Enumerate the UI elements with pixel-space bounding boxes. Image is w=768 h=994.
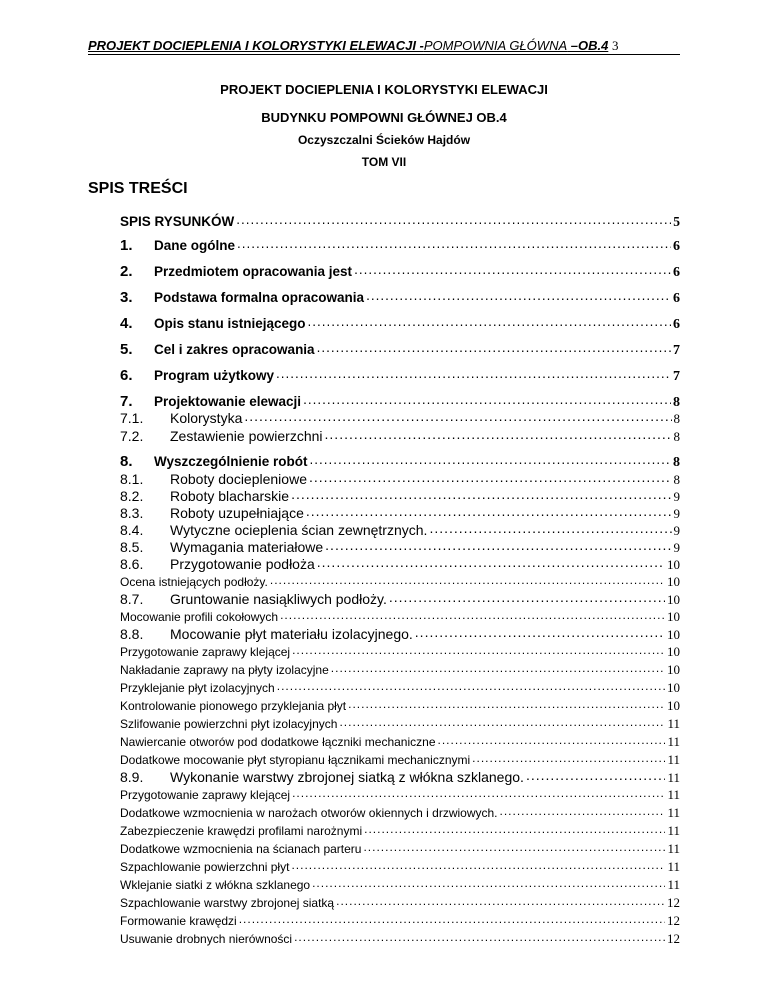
toc-entry[interactable]: 8.5. Wymagania materiałowe ..... 9 <box>120 538 680 556</box>
header-title: PROJEKT DOCIEPLENIA I KOLORYSTYKI ELEWACJI - <box>88 38 424 53</box>
toc-entry[interactable]: Wklejanie siatki z włókna szklanego ..... 11 <box>120 877 680 893</box>
toc-entry[interactable]: 7. Projektowanie elewacji ..... 8 <box>120 392 680 411</box>
toc-entry[interactable]: Dodatkowe wzmocnienia w narożach otworów okiennych i drzwiowych. ..... 11 <box>120 805 680 821</box>
doc-title-1: PROJEKT DOCIEPLENIA I KOLORYSTYKI ELEWACJI <box>220 82 548 97</box>
toc-entry[interactable]: 3. Podstawa formalna opracowania ..... 6 <box>120 288 680 307</box>
toc-entry[interactable]: Dodatkowe mocowanie płyt styropianu łącznikami mechanicznymi ..... 11 <box>120 752 680 768</box>
toc-entry[interactable]: Formowanie krawędzi ..... 12 <box>120 913 680 929</box>
doc-title-3: Oczyszczalni Ścieków Hajdów <box>297 133 471 147</box>
toc-entry[interactable]: Mocowanie profili cokołowych ..... 10 <box>120 609 680 625</box>
header-subtitle: POMPOWNIA GŁÓWNA <box>423 38 568 53</box>
doc-title-4: TOM VII <box>361 155 407 169</box>
toc-entry[interactable]: 1. Dane ogólne ..... 6 <box>120 236 680 255</box>
toc-entry[interactable]: Zabezpieczenie krawędzi profilami narożnymi ..... 11 <box>120 823 680 839</box>
toc-entry[interactable]: 8.3. Roboty uzupełniające ..... 9 <box>120 504 680 522</box>
toc-entry[interactable]: 8.1. Roboty dociepleniowe ..... 8 <box>120 470 680 488</box>
toc-entry[interactable]: 8. Wyszczególnienie robót ..... 8 <box>120 452 680 471</box>
header-object: –OB.4 <box>567 38 609 53</box>
toc-entry[interactable]: Usuwanie drobnych nierówności ..... 12 <box>120 931 680 947</box>
toc-entry[interactable]: Szpachlowanie warstwy zbrojonej siatką ..... 12 <box>120 895 680 911</box>
toc-entry[interactable]: 7.1. Kolorystyka ..... 8 <box>120 409 680 427</box>
toc-entry[interactable]: Dodatkowe wzmocnienia na ścianach parteru ..... 11 <box>120 841 680 857</box>
toc-entry[interactable]: Przygotowanie zaprawy klejącej ..... 11 <box>120 787 680 803</box>
page-number: 3 <box>611 38 619 53</box>
toc-entry[interactable]: Szlifowanie powierzchni płyt izolacyjnych ..... 11 <box>120 716 680 732</box>
toc-entry[interactable]: 4. Opis stanu istniejącego ..... 6 <box>120 314 680 333</box>
toc-entry[interactable]: 6. Program użytkowy ..... 7 <box>120 366 680 385</box>
toc-entry[interactable]: 8.6. Przygotowanie podłoża ..... 10 <box>120 555 680 573</box>
toc-entry[interactable]: 8.7. Gruntowanie nasiąkliwych podłoży. ..... 10 <box>120 590 680 608</box>
toc-entry[interactable]: 8.8. Mocowanie płyt materiału izolacyjnego. ..... 10 <box>120 625 680 643</box>
toc-entry[interactable]: Ocena istniejących podłoży. ..... 10 <box>120 574 680 590</box>
toc-entry[interactable]: Kontrolowanie pionowego przyklejania płyt ..... 10 <box>120 698 680 714</box>
running-header <box>88 38 680 54</box>
toc-entry[interactable]: 7.2. Zestawienie powierzchni ..... 8 <box>120 427 680 445</box>
toc-entry[interactable]: 5. Cel i zakres opracowania ..... 7 <box>120 340 680 359</box>
toc-entry[interactable]: SPIS RYSUNKÓW ..... 5 <box>120 212 680 230</box>
header-rule <box>88 54 680 55</box>
toc-entry[interactable]: Nawiercanie otworów pod dodatkowe łączniki mechaniczne ..... 11 <box>120 734 680 750</box>
toc-entry[interactable]: Szpachlowanie powierzchni płyt ..... 11 <box>120 859 680 875</box>
toc-entry[interactable]: 2. Przedmiotem opracowania jest ..... 6 <box>120 262 680 281</box>
toc-entry[interactable]: Przygotowanie zaprawy klejącej ..... 10 <box>120 644 680 660</box>
doc-title-2: BUDYNKU POMPOWNI GŁÓWNEJ OB.4 <box>261 110 507 125</box>
toc-entry[interactable]: Przyklejanie płyt izolacyjnych ..... 10 <box>120 680 680 696</box>
toc-entry[interactable]: 8.4. Wytyczne ocieplenia ścian zewnętrznych. ..... 9 <box>120 521 680 539</box>
toc-heading: SPIS TREŚCI <box>88 180 188 197</box>
toc-entry[interactable]: 8.2. Roboty blacharskie ..... 9 <box>120 487 680 505</box>
toc-entry[interactable]: Nakładanie zaprawy na płyty izolacyjne ..... 10 <box>120 662 680 678</box>
toc-entry[interactable]: 8.9. Wykonanie warstwy zbrojonej siatką z włókna szklanego. ..... 11 <box>120 768 680 786</box>
